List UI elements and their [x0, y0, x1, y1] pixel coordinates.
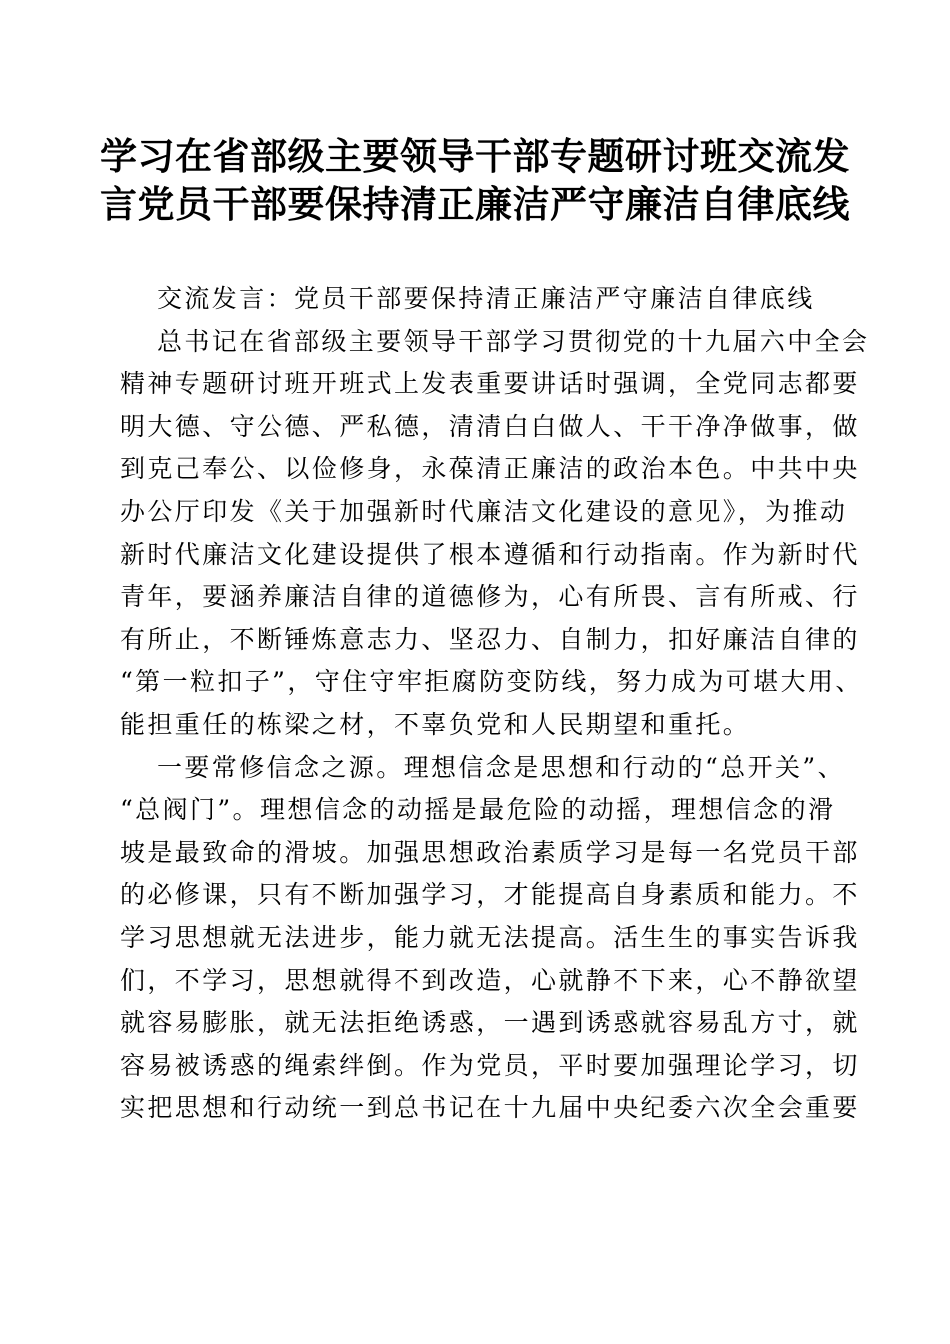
- body-line: 新时代廉洁文化建设提供了根本遵循和行动指南。作为新时代: [120, 539, 860, 569]
- body-line: 能担重任的栋梁之材，不辜负党和人民期望和重托。: [120, 709, 751, 739]
- body-line: 坡是最致命的滑坡。加强思想政治素质学习是每一名党员干部: [120, 837, 860, 867]
- title-line: 言党员干部要保持清正廉洁严守廉洁自律底线: [100, 182, 850, 226]
- body-line: 一要常修信念之源。理想信念是思想和行动的“总开关”、: [157, 752, 845, 782]
- body-line: 的必修课，只有不断加强学习，才能提高自身素质和能力。不: [120, 880, 860, 910]
- body-line: 总书记在省部级主要领导干部学习贯彻党的十九届六中全会: [157, 326, 870, 356]
- body-line: 容易被诱惑的绳索绊倒。作为党员，平时要加强理论学习，切: [120, 1050, 860, 1080]
- body-line: 实把思想和行动统一到总书记在十九届中央纪委六次全会重要: [120, 1093, 860, 1123]
- body-line: 就容易膨胀，就无法拒绝诱惑，一遇到诱惑就容易乱方寸，就: [120, 1008, 860, 1038]
- body-line: “总阀门”。理想信念的动摇是最危险的动摇，理想信念的滑: [120, 795, 836, 825]
- body-line: 交流发言：党员干部要保持清正廉洁严守廉洁自律底线: [157, 284, 815, 313]
- body-line: 办公厅印发《关于加强新时代廉洁文化建设的意见》，为推动: [120, 496, 848, 526]
- body-line: 精神专题研讨班开班式上发表重要讲话时强调，全党同志都要: [120, 369, 860, 399]
- body-line: 学习思想就无法进步，能力就无法提高。活生生的事实告诉我: [120, 922, 860, 952]
- body-line: 们，不学习，思想就得不到改造，心就静不下来，心不静欲望: [120, 965, 860, 995]
- body-line: “第一粒扣子”，守住守牢拒腐防变防线，努力成为可堪大用、: [120, 667, 863, 697]
- body-line: 有所止，不断锤炼意志力、坚忍力、自制力，扣好廉洁自律的: [120, 624, 860, 654]
- title-line: 学习在省部级主要领导干部专题研讨班交流发: [100, 134, 850, 178]
- body-line: 到克己奉公、以俭修身，永葆清正廉洁的政治本色。中共中央: [120, 454, 860, 484]
- body-line: 青年，要涵养廉洁自律的道德修为，心有所畏、言有所戒、行: [120, 582, 860, 612]
- document-title: [100, 132, 850, 228]
- document-body: [120, 278, 870, 1130]
- body-line: 明大德、守公德、严私德，清清白白做人、干干净净做事，做: [120, 411, 860, 441]
